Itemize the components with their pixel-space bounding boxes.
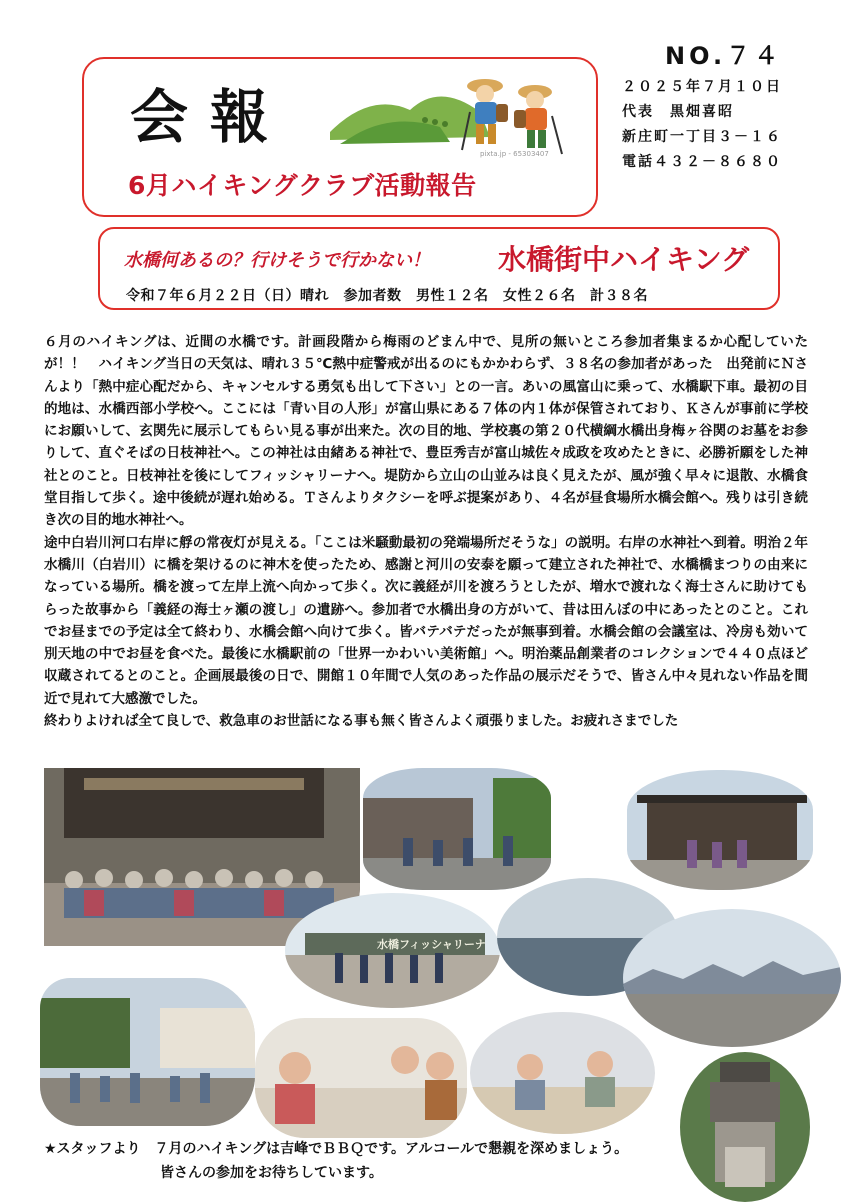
- photo-stone-monument: [680, 1052, 810, 1202]
- body-paragraph: ６月のハイキングは、近間の水橋です。計画段階から梅雨のどまん中で、見所の無いところ参加者集まるか心配していたが！！ ハイキング当日の天気は、晴れ３５℃熱中症警戒が出るのにもかかわらず、３８名の参加者があった 出発前にＮさんより「熱中症心配だから、キャンセルする勇気も出して下さい」との一言。あいの風富山に乗って、水橋駅下車。最初の目的地は、水橋西部小学校へ。ここには「青い目の人形」が富山県にある７体の内１体が保管されており、Ｋさんが事前に学校にお願いして、玄関先に展示してもらい見る事が出来た。次の目的地、学校裏の第２０代横綱水橋出身梅ヶ谷関のお墓をお参りして、直ぐそばの日枝神社へ。この神社は由緒ある神社で、豊臣秀吉が富山城佐々成政を攻めたときに、必勝祈願をした神社とのこと。日枝神社を後にしてフィッシャリーナへ。堤防から立山の山並みは良く見えたが、風が強く早々に退散、水橋食堂目指して歩く。途中後続が遅れ始める。Ｔさんよりタクシーを呼ぶ提案があり、４名が昼食場所水橋会館へ。残りは引き続き次の目的地水神社へ。: [44, 334, 808, 529]
- address: 新庄町一丁目３－１６: [622, 129, 782, 145]
- staff-note: ★スタッフより ７月のハイキングは吉峰でＢＢＱです。アルコールで懇親を深めましょう。: [44, 1141, 629, 1157]
- event-info: 令和７年６月２２日（日）晴れ 参加者数 男性１２名 女性２６名 計３８名: [126, 288, 648, 304]
- report-subtitle: 6月ハイキングクラブ活動報告: [128, 171, 477, 200]
- body-paragraph: 途中白岩川河口右岸に艀の常夜灯が見える。「ここは米騒動最初の発端場所だそうな」の説明。右岸の水神社へ到着。明治２年水橋川（白岩川）に橋を架けるのに神木を使ったため、感謝と河川の安泰を願って建立された神社で、水橋橋まつりの由来になっている場所。橋を渡って左岸上流へ向かって歩く。次に義経が川を渡ろうとしたが、増水で渡れなく海士さんに助けてもらった故事から「義経の海士ヶ瀬の渡し」の遺跡へ。参加者で水橋出身の方がいて、昔は田んぼの中にあったとのこと。これでお昼までの予定は全て終わり、水橋会館へ向けて歩く。皆バテバテだったが無事到着。水橋会館の会議室は、冷房も効いて別天地の中でお昼を食べた。最後に水橋駅前の「世界一かわいい美術館」へ。明治薬品創業者のコレクションで４４０点ほど収蔵されてるとのこと。企画展最後の日で、開館１０年間で人気のあった作品の展示だそうで、皆さん中々見れない作品を間近で見れて大感激でした。: [44, 534, 808, 707]
- newsletter-title: 会報: [130, 83, 291, 151]
- issue-number: NO.７４: [665, 42, 783, 70]
- logo-caption: pixta.jp - 65303407: [480, 150, 549, 158]
- headline-lead: 水橋何あるの？行けそうで行かない！: [124, 250, 430, 271]
- photo-rest-park: [40, 978, 255, 1126]
- representative: 代表 黒畑喜昭: [622, 104, 734, 120]
- hiking-illustration: [330, 72, 580, 162]
- staff-note-continued: 皆さんの参加をお待ちしています。: [160, 1165, 383, 1181]
- issue-date: ２０２５年７月１０日: [622, 79, 782, 95]
- fisherina-sign: 水橋フィッシャリーナ: [377, 938, 486, 951]
- photo-fisherina-walk: [285, 893, 500, 1008]
- phone-number: 電話４３２－８６８０: [622, 154, 782, 170]
- photo-tateyama-mountains: [623, 909, 841, 1047]
- photo-museum-building: [627, 770, 813, 890]
- report-body: [44, 331, 808, 732]
- photo-lunch-table: [470, 1012, 655, 1134]
- photo-walking-street: [363, 768, 551, 890]
- body-paragraph: 終わりよければ全て良しで、救急車のお世話になる事も無く皆さんよく頑張りました。お疲れさまでした: [44, 713, 679, 730]
- headline-main: 水橋街中ハイキング: [498, 243, 750, 276]
- photo-lunch-hall: [255, 1018, 467, 1138]
